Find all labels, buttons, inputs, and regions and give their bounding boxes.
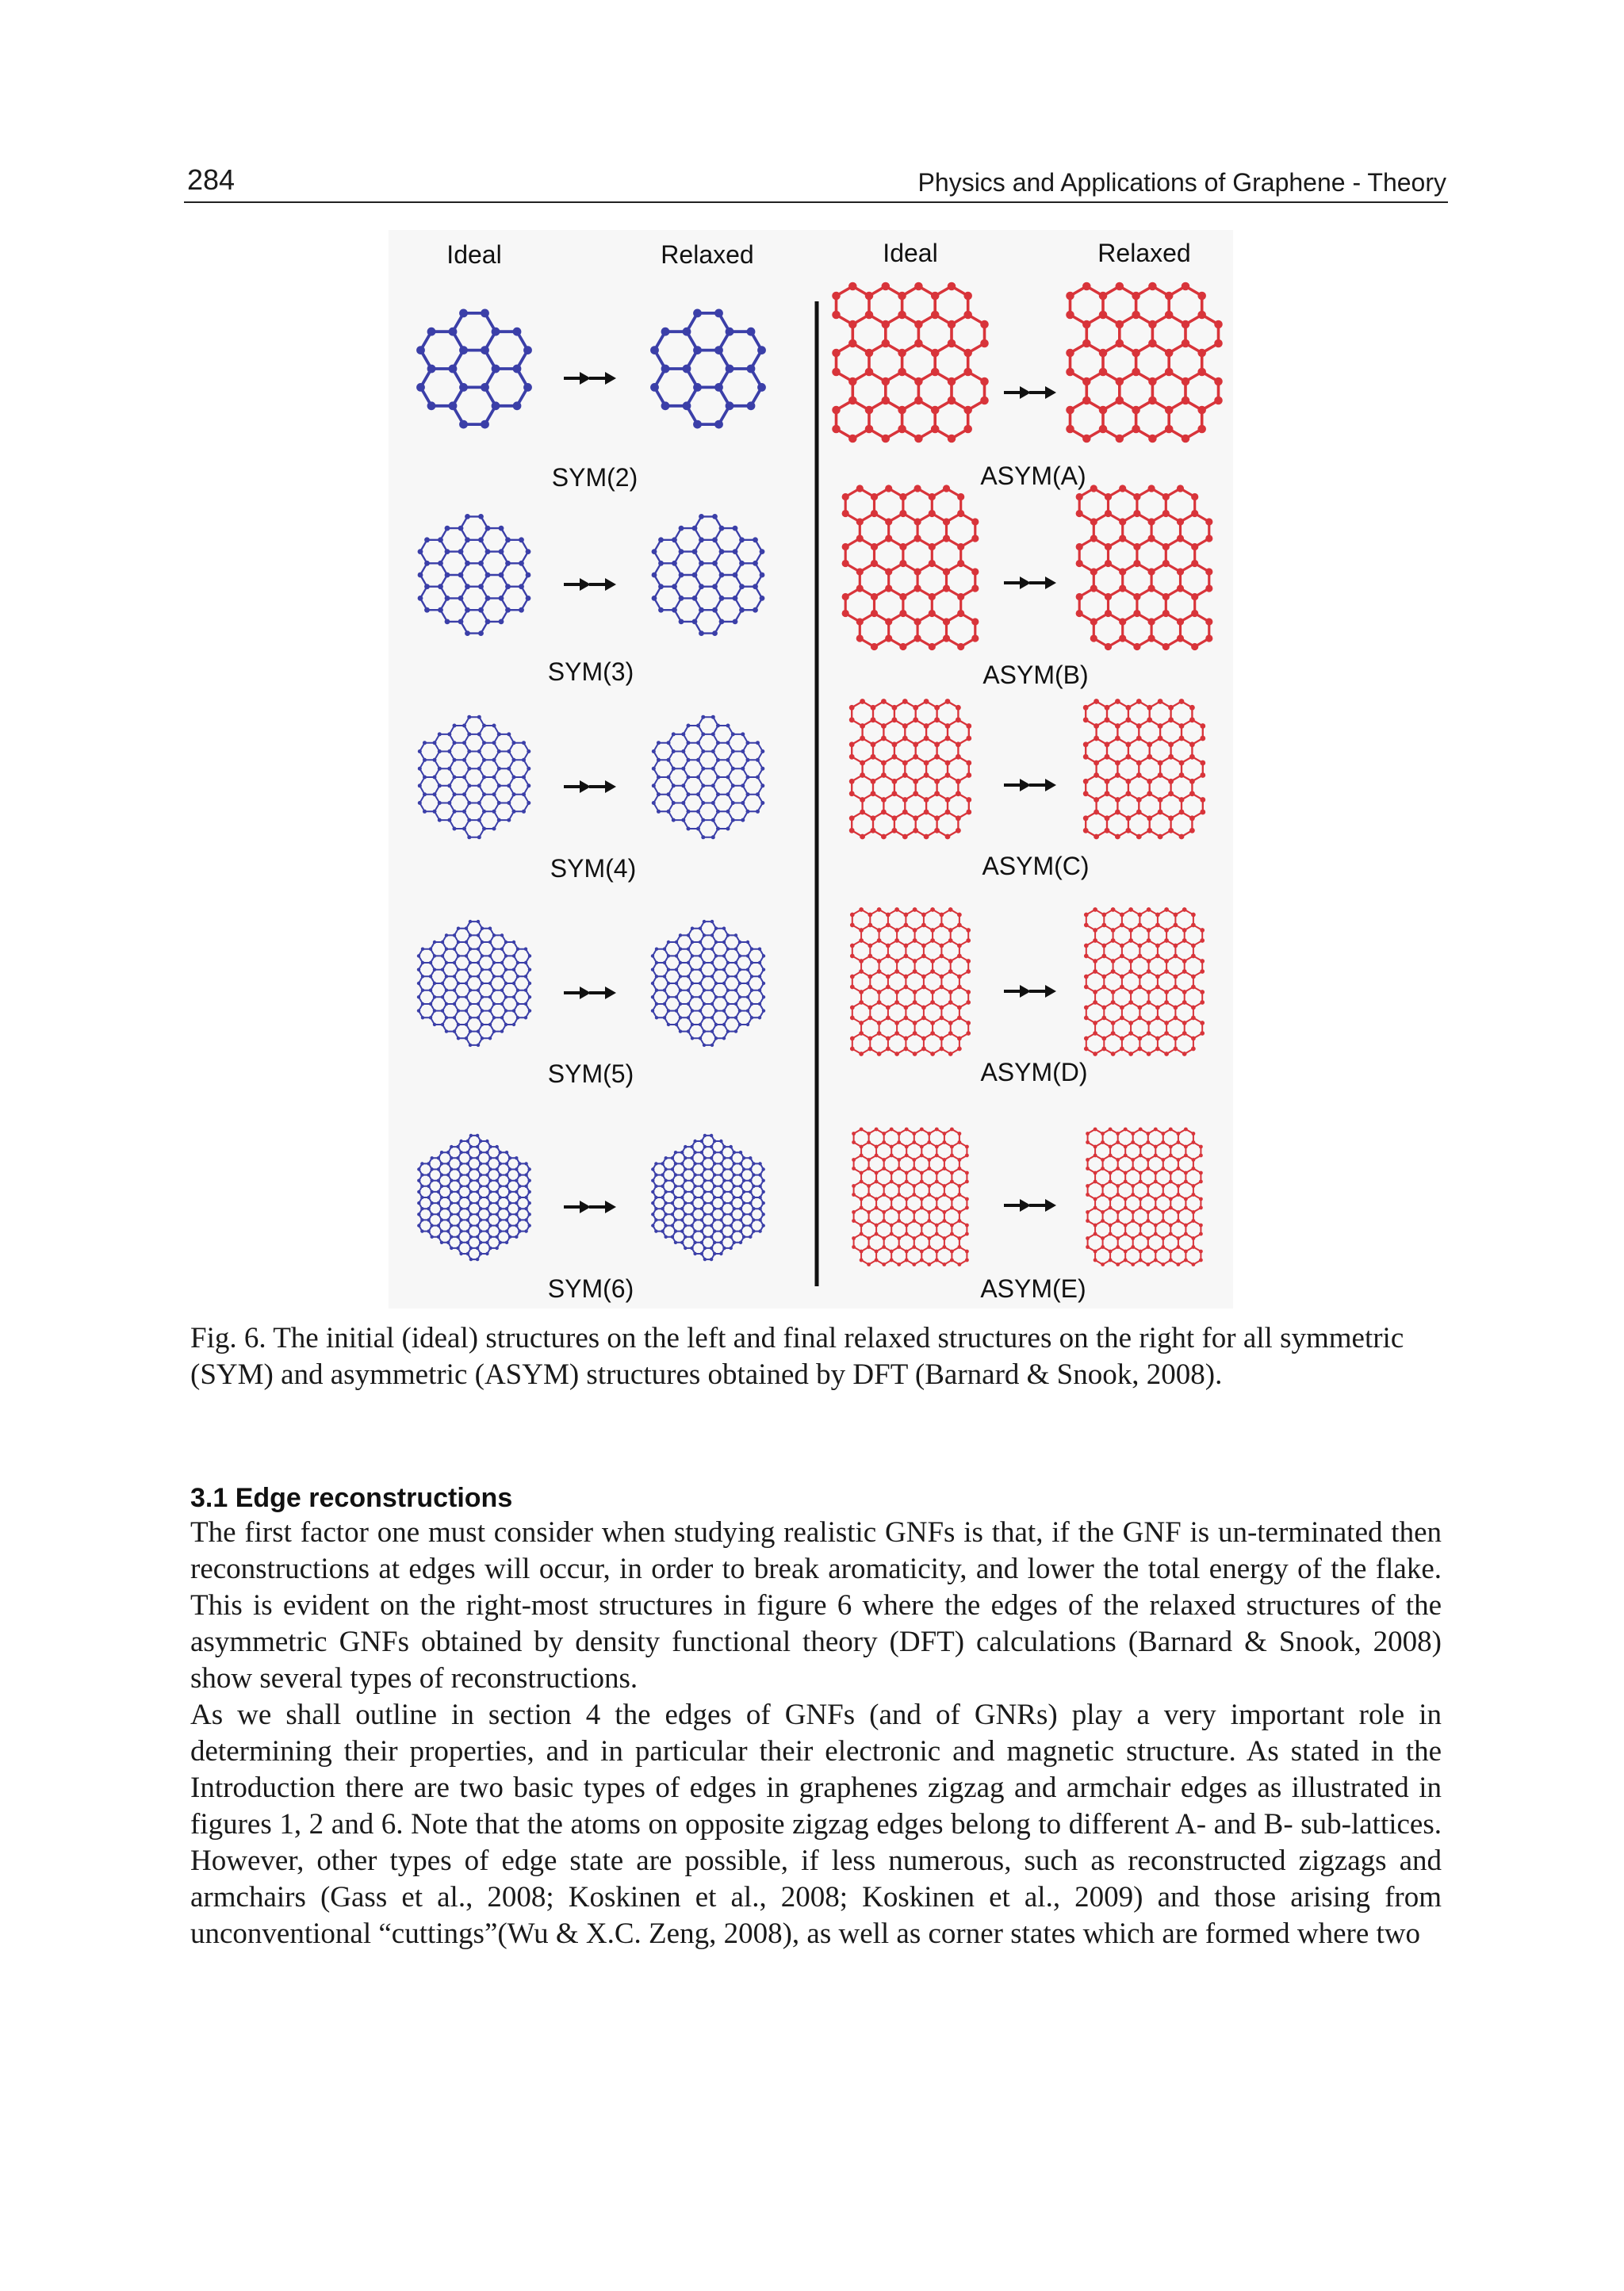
col-heading-sym-relaxed: Relaxed [661,240,754,269]
col-heading-sym-ideal: Ideal [446,240,502,269]
label-sym-3: SYM(3) [547,657,634,686]
paragraph-2: As we shall outline in section 4 the edges of GNFs (and of GNRs) play a very important role in determining their properties, and in particular their electronic and magnetic structure. As stated in the Introduction there are two basic types of edges in graphenes zigzag and armchair edges as illustrated in figures 1, 2 and 6. Note that the atoms on opposite zigzag edges belong to different A- and B- sub-lattices. However, other types of edge state are possible, if less numerous, such as reconstructed zigzags and armchairs (Gass et al., 2008; Koskinen et al., 2008; Koskinen et al., 2009) and those arising from unconventional “cuttings”(Wu & X.C. Zeng, 2008), as well as corner states which are formed where two [190,1699,1442,1950]
label-asym-e: ASYM(E) [980,1274,1086,1303]
paragraph-1: The first factor one must consider when studying realistic GNFs is that, if the GNF is un-terminated then reconstructions at edges will occur, in order to break aromaticity, and lower the total energy of the flake. This is evident on the right-most structures in figure 6 where the edges of the relaxed structures of the asymmetric GNFs obtained by density functional theory (DFT) calculations (Barnard & Snook, 2008) show several types of reconstructions. [190,1516,1442,1695]
label-sym-6: SYM(6) [547,1274,634,1303]
label-sym-4: SYM(4) [550,854,637,883]
running-title: Physics and Applications of Graphene - Theory [917,168,1446,197]
label-sym-5: SYM(5) [547,1059,634,1088]
section-heading: 3.1 Edge reconstructions [190,1483,513,1513]
col-heading-asym-relaxed: Relaxed [1097,239,1191,267]
label-asym-b: ASYM(B) [982,661,1089,689]
label-sym-2: SYM(2) [551,463,638,492]
label-asym-d: ASYM(D) [980,1058,1088,1086]
label-asym-a: ASYM(A) [980,462,1086,490]
page-number: 284 [187,163,236,196]
body-text [190,1515,1442,1952]
label-asym-c: ASYM(C) [982,852,1090,880]
figure-background [389,230,1233,1308]
col-heading-asym-ideal: Ideal [883,239,938,267]
figure-caption: Fig. 6. The initial (ideal) structures on the left and final relaxed structures on the right for all symmetric (SYM) and asymmetric (ASYM) structures obtained by DFT (Barnard & Snook, 2008). [190,1322,1404,1391]
